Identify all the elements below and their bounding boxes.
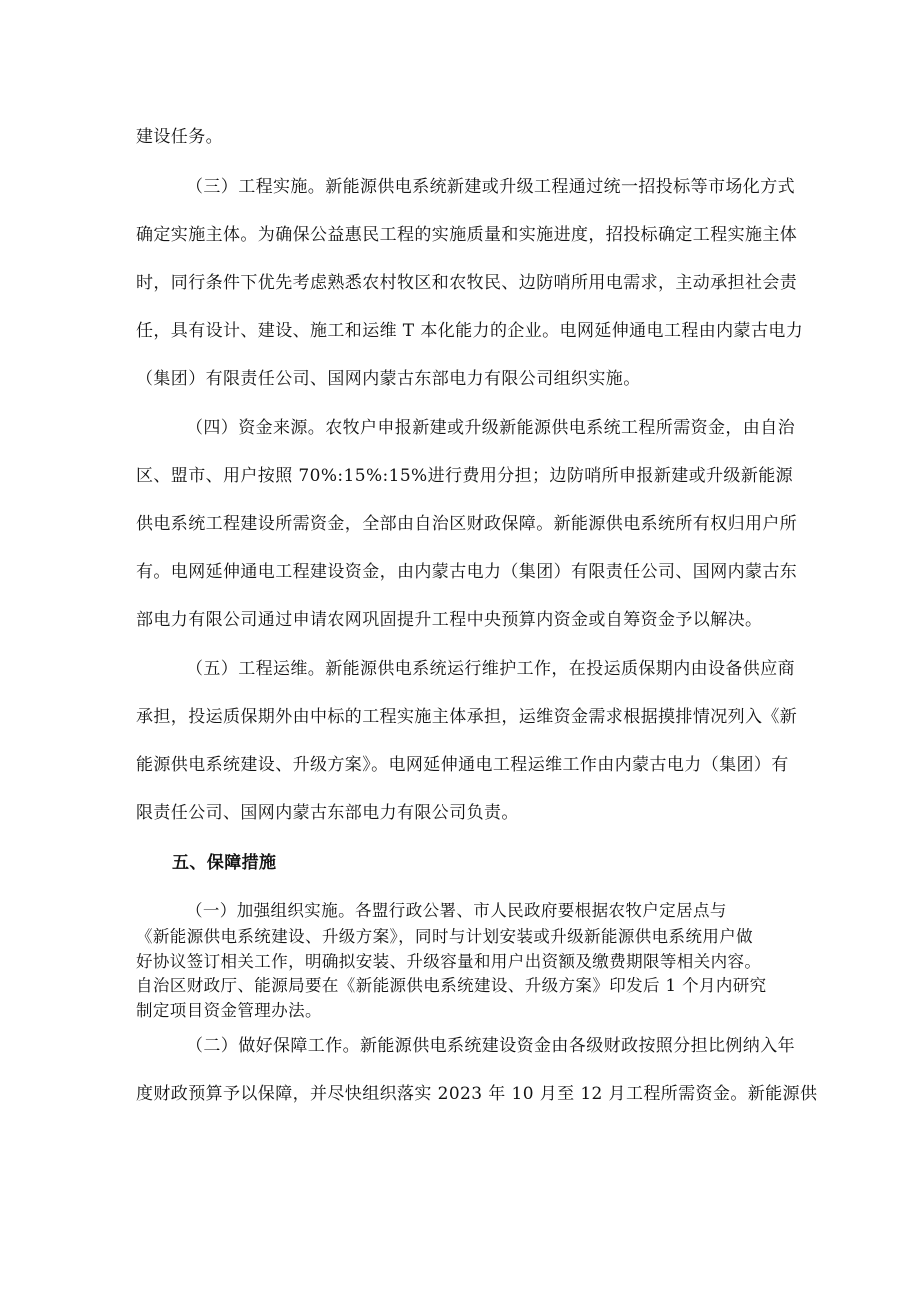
text-line: 时，同行条件下优先考虑熟悉农村牧区和农牧民、边防哨所用电需求，主动承担社会责 xyxy=(136,273,798,293)
section-heading: 五、保障措施 xyxy=(172,853,277,873)
text-line: 能源供电系统建设、升级方案》。电网延伸通电工程运维工作由内蒙古电力（集团）有 xyxy=(136,755,789,775)
text-line: （二）做好保障工作。新能源供电系统建设资金由各级财政按照分担比例纳入年 xyxy=(186,1036,795,1056)
text-line: 有。电网延伸通电工程建设资金，由内蒙古电力（集团）有限责任公司、国网内蒙古东 xyxy=(136,562,798,582)
text-line: 制定项目资金管理办法。 xyxy=(136,1001,322,1020)
text-line: 好协议签订相关工作，明确拟安装、升级容量和用户出资额及缴费期限等相关内容。 xyxy=(136,952,762,971)
text-line: 任，具有设计、建设、施工和运维 T 本化能力的企业。电网延伸通电工程由内蒙古电力 xyxy=(136,321,804,341)
text-line: 《新能源供电系统建设、升级方案》，同时与计划安装或升级新能源供电系统用户做 xyxy=(136,927,754,946)
text-line: （四）资金来源。农牧户申报新建或升级新能源供电系统工程所需资金，由自治 xyxy=(186,418,795,438)
text-line: 限责任公司、国网内蒙古东部电力有限公司负责。 xyxy=(136,803,519,823)
text-line: （三）工程实施。新能源供电系统新建或升级工程通过统一招投标等市场化方式 xyxy=(186,177,795,197)
text-line: （一）加强组织实施。各盟行政公署、市人民政府要根据农牧户定居点与 xyxy=(186,901,727,920)
text-line: 部电力有限公司通过申请农网巩固提升工程中央预算内资金或自筹资金予以解决。 xyxy=(136,610,763,630)
text-line: 供电系统工程建设所需资金，全部由自治区财政保障。新能源供电系统所有权归用户所 xyxy=(136,514,798,534)
text-line: 承担，投运质保期外由中标的工程实施主体承担，运维资金需求根据摸排情况列入《新 xyxy=(136,707,798,727)
text-line: 建设任务。 xyxy=(136,127,223,147)
text-line: 区、盟市、用户按照 70%:15%:15%进行费用分担；边防哨所申报新建或升级新能源 xyxy=(136,466,794,486)
text-line: （五）工程运维。新能源供电系统运行维护工作，在投运质保期内由设备供应商 xyxy=(186,659,795,679)
text-line: （集团）有限责任公司、国网内蒙古东部电力有限公司组织实施。 xyxy=(136,369,641,389)
text-line: 自治区财政厅、能源局要在《新能源供电系统建设、升级方案》印发后 1 个月内研究 xyxy=(136,976,767,995)
text-line: 度财政预算予以保障，并尽快组织落实 2023 年 10 月至 12 月工程所需资金。新能源供 xyxy=(136,1084,818,1104)
text-line: 确定实施主体。为确保公益惠民工程的实施质量和实施进度，招投标确定工程实施主体 xyxy=(136,225,798,245)
